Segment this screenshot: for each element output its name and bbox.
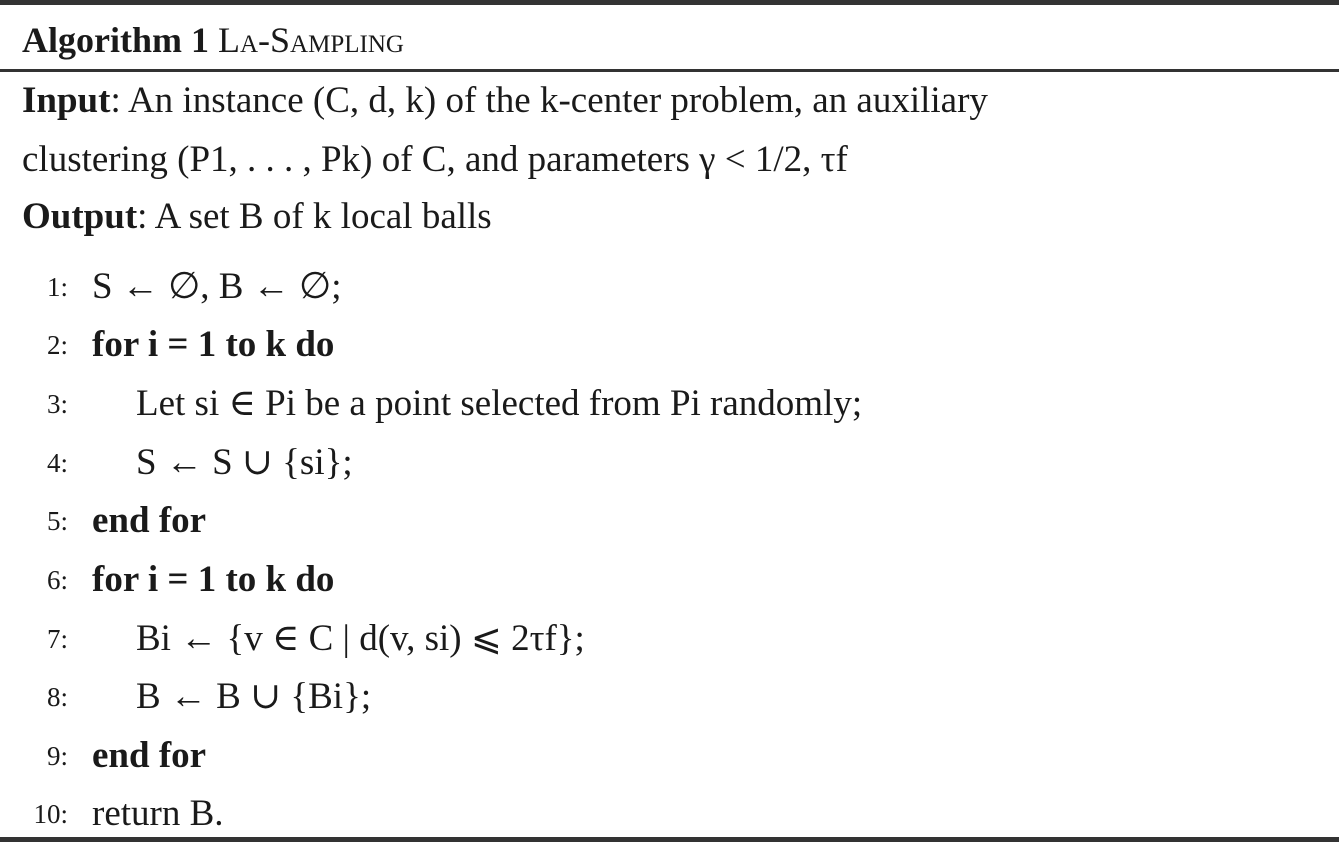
step-7: Bi ← {v ∈ C | d(v, si) ⩽ 2τf};	[136, 618, 585, 659]
step-3: Let si ∈ Pi be a point selected from Pi randomly;	[136, 383, 863, 424]
step-number: 2:	[46, 330, 68, 360]
step-10: return B.	[92, 793, 224, 834]
step-number: 6:	[46, 565, 68, 595]
step-6: for i = 1 to k do	[92, 559, 335, 600]
step-5: end for	[92, 500, 207, 541]
input-label: Input	[22, 80, 111, 121]
input-line-1	[22, 79, 988, 123]
bottom-rule	[0, 837, 1339, 842]
top-rule	[0, 0, 1339, 5]
input-text-1: : An instance (C, d, k) of the k-center problem, an auxiliary	[110, 80, 988, 121]
algorithm-title	[22, 18, 404, 62]
algorithm-name: La-Sampling	[217, 20, 404, 60]
step-4: S ← S ∪ {si};	[136, 442, 353, 483]
step-number: 1:	[46, 272, 68, 302]
step-1: S ← ∅, B ← ∅;	[92, 266, 342, 307]
step-number: 10:	[33, 799, 68, 829]
algorithm-label: Algorithm 1	[22, 20, 209, 60]
step-8: B ← B ∪ {Bi};	[136, 676, 372, 717]
step-number: 3:	[46, 389, 68, 419]
step-9: end for	[92, 735, 207, 776]
step-number: 5:	[46, 506, 68, 536]
step-number: 4:	[46, 448, 68, 478]
step-2: for i = 1 to k do	[92, 324, 335, 365]
step-number: 9:	[46, 741, 68, 771]
header-rule	[0, 69, 1339, 72]
input-line-2: clustering (P1, . . . , Pk) of C, and parameters γ < 1/2, τf	[22, 139, 848, 180]
step-number: 8:	[46, 682, 68, 712]
output-line	[22, 195, 492, 239]
step-number: 7:	[46, 624, 68, 654]
output-text: : A set B of k local balls	[137, 196, 492, 237]
output-label: Output	[22, 196, 138, 237]
